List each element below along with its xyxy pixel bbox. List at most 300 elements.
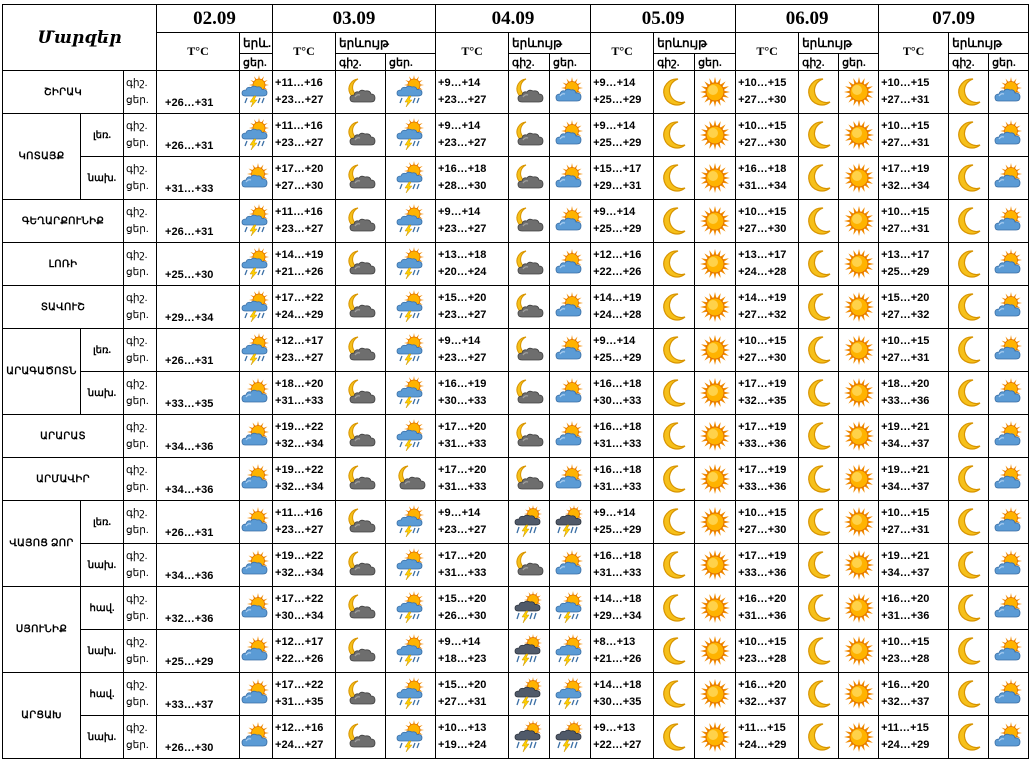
day-label: ցեր. <box>126 654 149 665</box>
day-temperature: +24…+29 <box>738 739 787 751</box>
weather-icon-cell <box>336 200 386 243</box>
crescent-moon-icon <box>654 506 694 538</box>
day-temperature: +29…+34 <box>157 286 240 329</box>
region-name: ԱՐՑԱԽ <box>3 673 81 759</box>
weather-icon-cell <box>989 501 1029 544</box>
weather-icon-cell <box>695 673 736 716</box>
night-temperature: +17…+22 <box>275 292 324 304</box>
weather-icon-cell <box>949 372 989 415</box>
day-temperature: +25…+29 <box>157 630 240 673</box>
day-temperature: +31…+33 <box>157 157 240 200</box>
sun-icon <box>695 76 735 108</box>
temperature-cell <box>436 71 509 114</box>
weather-icon-cell <box>240 544 273 587</box>
weather-icon-cell <box>550 372 591 415</box>
day-temperature: +29…+31 <box>593 180 642 192</box>
night-temperature: +13…+18 <box>438 249 487 261</box>
weather-icon-cell <box>336 458 386 501</box>
night-temperature: +13…+17 <box>881 249 930 261</box>
weather-icon-cell <box>654 673 695 716</box>
night-temperature: +14…+18 <box>593 593 642 605</box>
temperature-cell <box>736 243 799 286</box>
weather-icon-cell <box>799 286 839 329</box>
moon-behind-dark-cloud-icon <box>336 550 385 580</box>
weather-icon-cell <box>989 243 1029 286</box>
weather-icon-cell <box>695 157 736 200</box>
sun-thunderstorm-icon <box>386 678 435 710</box>
day-temperature: +32…+37 <box>881 696 930 708</box>
moon-behind-dark-cloud-icon <box>336 206 385 236</box>
temperature-cell <box>436 673 509 716</box>
temperature-cell <box>273 71 336 114</box>
temperature-cell <box>879 501 949 544</box>
weather-icon-cell <box>654 501 695 544</box>
weather-icon-cell <box>509 372 550 415</box>
sun-thunderstorm-icon <box>386 76 435 108</box>
night-temperature: +12…+17 <box>275 335 324 347</box>
night-subheader: գիշ. <box>799 54 839 71</box>
day-label: ցեր. <box>126 353 149 364</box>
night-temperature: +10…+15 <box>738 507 787 519</box>
sun-behind-cloud-icon <box>989 292 1028 322</box>
weather-icon-cell <box>989 587 1029 630</box>
phenomenon-column-header: երևույթ <box>949 33 1029 54</box>
thunderstorm-rain-icon <box>550 721 590 753</box>
sun-icon <box>839 420 878 452</box>
crescent-moon-icon <box>654 162 694 194</box>
sun-behind-cloud-icon <box>240 722 272 752</box>
night-label: գիշ. <box>126 293 148 304</box>
sun-icon <box>695 592 735 624</box>
temperature-cell <box>879 329 949 372</box>
night-label: գիշ. <box>126 680 148 691</box>
thunderstorm-rain-icon <box>550 506 590 538</box>
region-name: ՇԻՐԱԿ <box>3 71 124 114</box>
night-label: գիշ. <box>126 594 148 605</box>
temperature-column-header: T°C <box>436 33 509 71</box>
regions-header: Մարզեր <box>3 5 157 71</box>
sun-icon <box>695 162 735 194</box>
weather-icon-cell <box>550 114 591 157</box>
night-temperature: +14…+19 <box>593 292 642 304</box>
night-day-labels <box>124 200 157 243</box>
sun-behind-cloud-icon <box>550 550 590 580</box>
night-temperature: +10…+15 <box>881 335 930 347</box>
moon-behind-dark-cloud-icon <box>509 77 549 107</box>
day-subheader: ցեր. <box>386 54 436 71</box>
day-label: ցեր. <box>126 525 149 536</box>
night-temperature: +16…+20 <box>881 593 930 605</box>
region-row <box>3 630 1029 673</box>
crescent-moon-icon <box>799 463 838 495</box>
sun-behind-cloud-icon <box>989 378 1028 408</box>
weather-icon-cell <box>989 458 1029 501</box>
temperature-cell <box>736 200 799 243</box>
day-temperature: +25…+29 <box>593 223 642 235</box>
day-temperature: +24…+28 <box>593 309 642 321</box>
crescent-moon-icon <box>949 334 988 366</box>
day-temperature: +23…+27 <box>275 352 324 364</box>
night-day-labels <box>124 673 157 716</box>
night-temperature: +11…+16 <box>275 77 323 89</box>
weather-icon-cell <box>509 587 550 630</box>
moon-behind-dark-cloud-icon <box>509 163 549 193</box>
day-temperature: +32…+34 <box>275 481 324 493</box>
temperature-cell <box>591 286 654 329</box>
moon-behind-dark-cloud-icon <box>336 292 385 322</box>
weather-icon-cell <box>839 458 879 501</box>
region-row <box>3 286 1029 329</box>
sun-behind-cloud-icon <box>989 464 1028 494</box>
weather-icon-cell <box>949 630 989 673</box>
moon-behind-dark-cloud-icon <box>336 77 385 107</box>
region-name: ԿՈՏԱՅՔ <box>3 114 81 200</box>
day-temperature: +23…+27 <box>438 524 487 536</box>
date-header: 02.09 <box>157 5 273 33</box>
night-temperature: +17…+20 <box>438 421 487 433</box>
day-label: ցեր. <box>126 310 149 321</box>
sun-icon <box>839 592 878 624</box>
temperature-cell <box>736 157 799 200</box>
temperature-cell <box>736 673 799 716</box>
weather-icon-cell <box>386 329 436 372</box>
day-label: ցեր. <box>126 439 149 450</box>
moon-behind-dark-cloud-icon <box>336 636 385 666</box>
day-temperature: +22…+27 <box>593 739 642 751</box>
day-temperature: +18…+23 <box>438 653 487 665</box>
day-temperature: +33…+36 <box>881 395 930 407</box>
temperature-column-header: T°C <box>591 33 654 71</box>
weather-icon-cell <box>989 71 1029 114</box>
day-temperature: +27…+30 <box>738 223 787 235</box>
sun-icon <box>695 119 735 151</box>
sun-thunderstorm-icon <box>240 291 272 323</box>
thunderstorm-rain-icon <box>509 721 549 753</box>
temperature-cell <box>436 329 509 372</box>
weather-icon-cell <box>550 716 591 759</box>
moon-behind-dark-cloud-icon <box>336 464 385 494</box>
sun-icon <box>695 205 735 237</box>
day-temperature: +31…+36 <box>881 610 930 622</box>
moon-behind-dark-cloud-icon <box>509 206 549 236</box>
weather-icon-cell <box>336 243 386 286</box>
day-temperature: +23…+27 <box>275 137 324 149</box>
region-row <box>3 329 1029 372</box>
sun-thunderstorm-icon <box>386 248 435 280</box>
weather-icon-cell <box>949 415 989 458</box>
crescent-moon-icon <box>949 205 988 237</box>
night-temperature: +8…+13 <box>593 636 636 648</box>
temperature-cell <box>879 243 949 286</box>
night-temperature: +16…+20 <box>738 679 787 691</box>
weather-icon-cell <box>799 114 839 157</box>
day-temperature: +32…+34 <box>881 180 930 192</box>
subregion-label: նախ. <box>81 716 124 759</box>
weather-icon-cell <box>695 415 736 458</box>
temperature-cell <box>736 630 799 673</box>
temperature-cell <box>591 71 654 114</box>
crescent-moon-icon <box>949 119 988 151</box>
crescent-moon-icon <box>949 291 988 323</box>
sun-icon <box>839 549 878 581</box>
temperature-cell <box>879 372 949 415</box>
day-temperature: +31…+34 <box>738 180 787 192</box>
sun-behind-cloud-icon <box>550 249 590 279</box>
day-temperature: +25…+29 <box>593 94 642 106</box>
night-day-labels <box>124 501 157 544</box>
weather-icon-cell <box>949 329 989 372</box>
weather-icon-cell <box>550 544 591 587</box>
day-temperature: +23…+27 <box>438 309 487 321</box>
weather-icon-cell <box>949 716 989 759</box>
temperature-cell <box>273 673 336 716</box>
crescent-moon-icon <box>654 420 694 452</box>
region-name: ՏԱՎՈՒՇ <box>3 286 124 329</box>
sun-icon <box>839 334 878 366</box>
weather-icon-cell <box>989 630 1029 673</box>
temperature-cell <box>591 458 654 501</box>
day-label: ցեր. <box>126 138 149 149</box>
temperature-cell <box>273 157 336 200</box>
weather-icon-cell <box>509 329 550 372</box>
sun-icon <box>695 291 735 323</box>
weather-icon-cell <box>799 200 839 243</box>
day-temperature: +25…+29 <box>593 352 642 364</box>
weather-icon-cell <box>839 372 879 415</box>
day-subheader: ցեր. <box>839 54 879 71</box>
night-temperature: +10…+15 <box>738 636 787 648</box>
sun-behind-cloud-icon <box>989 593 1028 623</box>
sun-behind-cloud-icon <box>550 335 590 365</box>
weather-icon-cell <box>509 544 550 587</box>
night-temperature: +9…+14 <box>593 120 636 132</box>
weather-icon-cell <box>386 587 436 630</box>
day-temperature: +25…+29 <box>593 137 642 149</box>
temperature-cell <box>591 501 654 544</box>
weather-icon-cell <box>695 630 736 673</box>
night-temperature: +10…+13 <box>438 722 487 734</box>
temperature-cell <box>736 458 799 501</box>
moon-behind-dark-cloud-icon <box>509 464 549 494</box>
night-temperature: +9…+14 <box>593 507 636 519</box>
night-subheader: գիշ. <box>509 54 550 71</box>
weather-icon-cell <box>799 71 839 114</box>
temperature-cell <box>436 243 509 286</box>
night-temperature: +16…+20 <box>881 679 930 691</box>
temperature-cell <box>736 329 799 372</box>
day-temperature: +27…+30 <box>738 524 787 536</box>
night-day-labels <box>124 114 157 157</box>
night-temperature: +9…+13 <box>593 722 636 734</box>
weather-icon-cell <box>989 372 1029 415</box>
sun-behind-cloud-icon <box>989 77 1028 107</box>
temperature-cell <box>436 114 509 157</box>
weather-icon-cell <box>240 157 273 200</box>
temperature-cell <box>591 329 654 372</box>
day-temperature: +32…+34 <box>275 438 324 450</box>
moon-behind-dark-cloud-icon <box>336 722 385 752</box>
weather-icon-cell <box>240 71 273 114</box>
weather-icon-cell <box>839 716 879 759</box>
day-temperature: +23…+27 <box>438 137 487 149</box>
sun-thunderstorm-icon <box>386 549 435 581</box>
night-temperature: +10…+15 <box>881 77 930 89</box>
sun-behind-cloud-icon <box>989 421 1028 451</box>
sun-thunderstorm-icon <box>386 205 435 237</box>
crescent-moon-icon <box>654 549 694 581</box>
weather-icon-cell <box>839 71 879 114</box>
day-temperature: +24…+29 <box>275 309 324 321</box>
night-temperature: +17…+19 <box>881 163 930 175</box>
day-temperature: +25…+29 <box>593 524 642 536</box>
weather-icon-cell <box>386 200 436 243</box>
temperature-cell <box>273 716 336 759</box>
sun-behind-cloud-icon <box>550 292 590 322</box>
weather-icon-cell <box>799 243 839 286</box>
temperature-cell <box>436 630 509 673</box>
weather-icon-cell <box>550 200 591 243</box>
subregion-label: նախ. <box>81 372 124 415</box>
subregion-label: լեռ. <box>81 114 124 157</box>
sun-icon <box>839 76 878 108</box>
day-temperature: +31…+35 <box>275 696 324 708</box>
thunderstorm-rain-icon <box>509 635 549 667</box>
crescent-moon-icon <box>949 248 988 280</box>
night-label: գիշ. <box>126 121 148 132</box>
weather-icon-cell <box>695 544 736 587</box>
thunderstorm-rain-icon <box>509 592 549 624</box>
day-temperature: +34…+37 <box>881 567 930 579</box>
night-temperature: +16…+18 <box>593 378 642 390</box>
night-label: գիշ. <box>126 250 148 261</box>
crescent-moon-icon <box>949 721 988 753</box>
temperature-cell <box>736 716 799 759</box>
night-label: գիշ. <box>126 78 148 89</box>
weather-icon-cell <box>695 200 736 243</box>
weather-icon-cell <box>550 415 591 458</box>
crescent-moon-icon <box>799 549 838 581</box>
weather-icon-cell <box>654 157 695 200</box>
night-label: գիշ. <box>126 336 148 347</box>
day-temperature: +33…+35 <box>157 372 240 415</box>
night-label: գիշ. <box>126 465 148 476</box>
day-temperature: +33…+36 <box>738 438 787 450</box>
sun-icon <box>695 635 735 667</box>
weather-icon-cell <box>949 71 989 114</box>
day-temperature: +27…+31 <box>881 94 930 106</box>
night-temperature: +18…+20 <box>881 378 930 390</box>
sun-thunderstorm-icon <box>386 291 435 323</box>
night-day-labels <box>124 630 157 673</box>
weather-icon-cell <box>839 329 879 372</box>
weather-icon-cell <box>799 673 839 716</box>
temperature-cell <box>273 415 336 458</box>
weather-icon-cell <box>336 329 386 372</box>
subregion-label: հավ. <box>81 673 124 716</box>
crescent-moon-icon <box>799 76 838 108</box>
night-temperature: +16…+19 <box>438 378 487 390</box>
weather-icon-cell <box>989 157 1029 200</box>
night-temperature: +11…+16 <box>275 206 323 218</box>
night-temperature: +16…+18 <box>593 550 642 562</box>
region-name: ՍՅՈՒՆԻՔ <box>3 587 81 673</box>
weather-icon-cell <box>949 157 989 200</box>
sun-thunderstorm-icon <box>240 334 272 366</box>
night-temperature: +9…+14 <box>593 206 636 218</box>
temperature-cell <box>273 200 336 243</box>
sun-icon <box>839 162 878 194</box>
weather-icon-cell <box>695 372 736 415</box>
weather-icon-cell <box>550 587 591 630</box>
weather-icon-cell <box>799 501 839 544</box>
weather-icon-cell <box>654 544 695 587</box>
temperature-cell <box>591 544 654 587</box>
day-temperature: +27…+32 <box>738 309 787 321</box>
weather-icon-cell <box>654 415 695 458</box>
weather-icon-cell <box>799 415 839 458</box>
crescent-moon-icon <box>949 678 988 710</box>
weather-icon-cell <box>240 243 273 286</box>
temperature-cell <box>879 630 949 673</box>
night-temperature: +14…+19 <box>738 292 787 304</box>
temperature-cell <box>591 243 654 286</box>
weather-icon-cell <box>240 114 273 157</box>
night-day-labels <box>124 587 157 630</box>
sun-icon <box>839 635 878 667</box>
temperature-cell <box>736 415 799 458</box>
thunderstorm-rain-icon <box>509 678 549 710</box>
night-day-labels <box>124 415 157 458</box>
day-temperature: +19…+24 <box>438 739 487 751</box>
day-temperature: +32…+37 <box>738 696 787 708</box>
weather-icon-cell <box>550 329 591 372</box>
weather-icon-cell <box>654 329 695 372</box>
weather-icon-cell <box>695 329 736 372</box>
night-temperature: +16…+18 <box>738 163 787 175</box>
weather-icon-cell <box>799 157 839 200</box>
moon-behind-dark-cloud-icon <box>509 249 549 279</box>
region-row <box>3 458 1029 501</box>
weather-icon-cell <box>336 673 386 716</box>
weather-icon-cell <box>509 286 550 329</box>
day-temperature: +21…+26 <box>593 653 642 665</box>
day-temperature: +23…+27 <box>438 223 487 235</box>
night-temperature: +13…+17 <box>738 249 787 261</box>
sun-thunderstorm-icon <box>550 635 590 667</box>
temperature-cell <box>736 501 799 544</box>
weather-icon-cell <box>989 716 1029 759</box>
night-temperature: +17…+19 <box>738 464 787 476</box>
weather-icon-cell <box>240 716 273 759</box>
day-temperature: +27…+31 <box>881 137 930 149</box>
temperature-cell <box>273 544 336 587</box>
night-day-labels <box>124 544 157 587</box>
weather-icon-cell <box>336 157 386 200</box>
temperature-cell <box>591 587 654 630</box>
moon-behind-dark-cloud-icon <box>509 421 549 451</box>
weather-icon-cell <box>386 157 436 200</box>
weather-icon-cell <box>949 200 989 243</box>
day-temperature: +26…+30 <box>157 716 240 759</box>
day-label: ցեր. <box>126 568 149 579</box>
temperature-cell <box>879 587 949 630</box>
night-temperature: +18…+20 <box>275 378 324 390</box>
weather-icon-cell <box>240 372 273 415</box>
sun-thunderstorm-icon <box>240 248 272 280</box>
weather-icon-cell <box>839 114 879 157</box>
weather-icon-cell <box>949 114 989 157</box>
sun-behind-cloud-icon <box>989 636 1028 666</box>
